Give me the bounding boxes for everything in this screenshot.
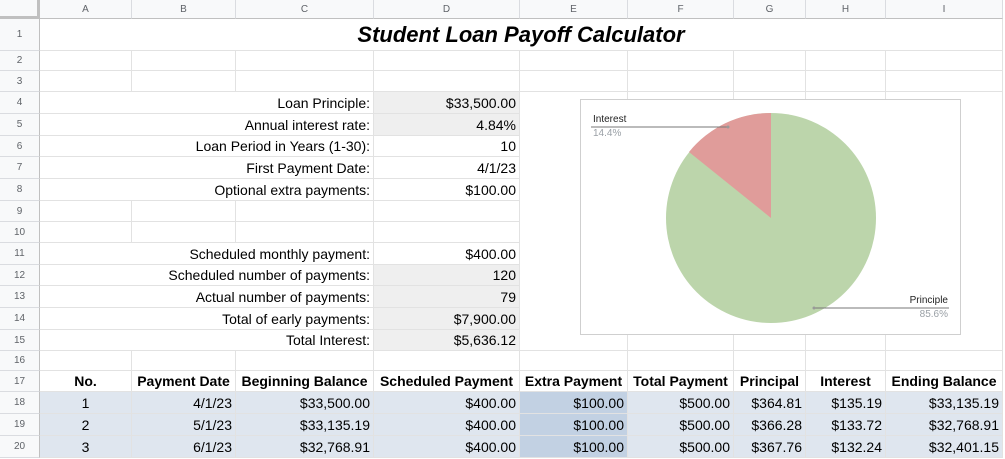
table-cell-payment-date[interactable]: 4/1/23 [132,392,236,414]
table-cell-ending-balance[interactable]: $33,135.19 [886,392,1003,414]
table-cell-no[interactable]: 3 [40,436,132,458]
cell[interactable] [374,51,520,71]
table-cell-total-payment[interactable]: $500.00 [628,392,734,414]
cell[interactable] [374,222,520,243]
principle-percent: 85.6% [919,309,948,320]
input-extra-payments[interactable]: $100.00 [374,179,520,201]
principle-label: Principle [909,295,948,306]
column-header-g[interactable]: G [734,0,806,19]
row-header-9[interactable]: 9 [0,201,40,222]
principle-leader-dot [813,307,816,310]
table-cell-extra-payment[interactable]: $100.00 [520,414,628,436]
row-header-6[interactable]: 6 [0,136,40,157]
input-loan-principle[interactable]: $33,500.00 [374,92,520,114]
table-cell-ending-balance[interactable]: $32,768.91 [886,414,1003,436]
input-first-payment-date[interactable]: 4/1/23 [374,157,520,179]
cell[interactable] [236,201,374,222]
input-label-extra-payments: Optional extra payments: [40,179,374,201]
cell[interactable] [374,71,520,92]
cell[interactable] [374,201,520,222]
row-header-2[interactable]: 2 [0,51,40,71]
cell[interactable] [374,351,520,371]
table-header-scheduled-payment[interactable]: Scheduled Payment [374,371,520,392]
table-header-ending-balance[interactable]: Ending Balance [886,371,1003,392]
table-cell-ending-balance[interactable]: $32,401.15 [886,436,1003,458]
cell[interactable] [132,351,236,371]
select-all-corner[interactable] [0,0,40,19]
table-cell-total-payment[interactable]: $500.00 [628,414,734,436]
input-label-first-payment-date: First Payment Date: [40,157,374,179]
interest-percent: 14.4% [593,128,622,139]
cell[interactable] [236,222,374,243]
summary-label-actual-payments: Actual number of payments: [40,286,374,308]
column-header-c[interactable]: C [236,0,374,19]
input-label-interest-rate: Annual interest rate: [40,114,374,136]
cell[interactable] [886,71,1003,92]
row-header-8[interactable]: 8 [0,179,40,201]
table-header-extra-payment[interactable]: Extra Payment [520,371,628,392]
table-cell-beginning-balance[interactable]: $33,135.19 [236,414,374,436]
row-header-5[interactable]: 5 [0,114,40,136]
cell[interactable] [40,51,132,71]
cell[interactable] [628,71,734,92]
row-header-12[interactable]: 12 [0,265,40,286]
column-header-h[interactable]: H [806,0,886,19]
table-cell-payment-date[interactable]: 5/1/23 [132,414,236,436]
cell[interactable] [132,201,236,222]
table-cell-principal[interactable]: $367.76 [734,436,806,458]
table-cell-scheduled-payment[interactable]: $400.00 [374,414,520,436]
row-header-17[interactable]: 17 [0,371,40,392]
row-header-20[interactable]: 20 [0,436,40,458]
cell[interactable] [806,51,886,71]
summary-label-scheduled-payments: Scheduled number of payments: [40,265,374,286]
cell[interactable] [886,51,1003,71]
table-cell-beginning-balance[interactable]: $33,500.00 [236,392,374,414]
cell[interactable] [734,71,806,92]
table-cell-extra-payment[interactable]: $100.00 [520,436,628,458]
interest-label: Interest [593,114,627,125]
summary-scheduled-payments[interactable]: 120 [374,265,520,286]
table-cell-beginning-balance[interactable]: $32,768.91 [236,436,374,458]
cell[interactable] [520,71,628,92]
row-header-7[interactable]: 7 [0,157,40,179]
summary-label-early-payments: Total of early payments: [40,308,374,330]
summary-early-payments[interactable]: $7,900.00 [374,308,520,330]
table-header-no[interactable]: No. [40,371,132,392]
cell[interactable] [520,351,628,371]
cell[interactable] [40,222,132,243]
row-header-1[interactable]: 1 [0,19,40,51]
pie-chart[interactable] [580,99,961,335]
cell[interactable] [628,51,734,71]
input-loan-period[interactable]: 10 [374,136,520,157]
cell[interactable] [132,222,236,243]
row-header-16[interactable]: 16 [0,351,40,371]
cell[interactable] [132,51,236,71]
row-header-4[interactable]: 4 [0,92,40,114]
cell[interactable] [886,351,1003,371]
table-header-beginning-balance[interactable]: Beginning Balance [236,371,374,392]
table-cell-interest[interactable]: $133.72 [806,414,886,436]
table-cell-principal[interactable]: $366.28 [734,414,806,436]
cell[interactable] [628,351,734,371]
cell[interactable] [806,351,886,371]
cell[interactable] [236,51,374,71]
cell[interactable] [520,51,628,71]
table-cell-principal[interactable]: $364.81 [734,392,806,414]
table-cell-interest[interactable]: $132.24 [806,436,886,458]
row-header-15[interactable]: 15 [0,330,40,351]
table-cell-scheduled-payment[interactable]: $400.00 [374,436,520,458]
row-header-3[interactable]: 3 [0,71,40,92]
table-cell-interest[interactable]: $135.19 [806,392,886,414]
cell[interactable] [132,71,236,92]
cell[interactable] [734,351,806,371]
pie-chart-svg [581,100,962,336]
column-header-b[interactable]: B [132,0,236,19]
row-header-11[interactable]: 11 [0,243,40,265]
table-cell-total-payment[interactable]: $500.00 [628,436,734,458]
summary-actual-payments[interactable]: 79 [374,286,520,308]
row-header-19[interactable]: 19 [0,414,40,436]
table-header-principal[interactable]: Principal [734,371,806,392]
interest-leader-dot [727,126,730,129]
summary-total-interest[interactable]: $5,636.12 [374,330,520,351]
table-header-payment-date[interactable]: Payment Date [132,371,236,392]
summary-label-total-interest: Total Interest: [40,330,374,351]
input-interest-rate[interactable]: 4.84% [374,114,520,136]
summary-label-monthly-payment: Scheduled monthly payment: [40,243,374,265]
cell[interactable] [734,51,806,71]
row-header-14[interactable]: 14 [0,308,40,330]
column-header-d[interactable]: D [374,0,520,19]
table-cell-payment-date[interactable]: 6/1/23 [132,436,236,458]
row-header-13[interactable]: 13 [0,286,40,308]
cell[interactable] [236,71,374,92]
cell[interactable] [40,351,132,371]
row-header-18[interactable]: 18 [0,392,40,414]
table-cell-extra-payment[interactable]: $100.00 [520,392,628,414]
cell[interactable] [236,351,374,371]
table-cell-no[interactable]: 2 [40,414,132,436]
input-label-loan-principle: Loan Principle: [40,92,374,114]
row-header-10[interactable]: 10 [0,222,40,243]
table-header-total-payment[interactable]: Total Payment [628,371,734,392]
cell[interactable] [806,71,886,92]
column-header-e[interactable]: E [520,0,628,19]
column-header-a[interactable]: A [40,0,132,19]
table-cell-no[interactable]: 1 [40,392,132,414]
cell[interactable] [40,71,132,92]
cell[interactable] [40,201,132,222]
table-header-interest[interactable]: Interest [806,371,886,392]
column-header-i[interactable]: I [886,0,1003,19]
summary-monthly-payment[interactable]: $400.00 [374,243,520,265]
column-header-f[interactable]: F [628,0,734,19]
table-cell-scheduled-payment[interactable]: $400.00 [374,392,520,414]
sheet-title[interactable]: Student Loan Payoff Calculator [40,19,1003,51]
input-label-loan-period: Loan Period in Years (1-30): [40,136,374,157]
